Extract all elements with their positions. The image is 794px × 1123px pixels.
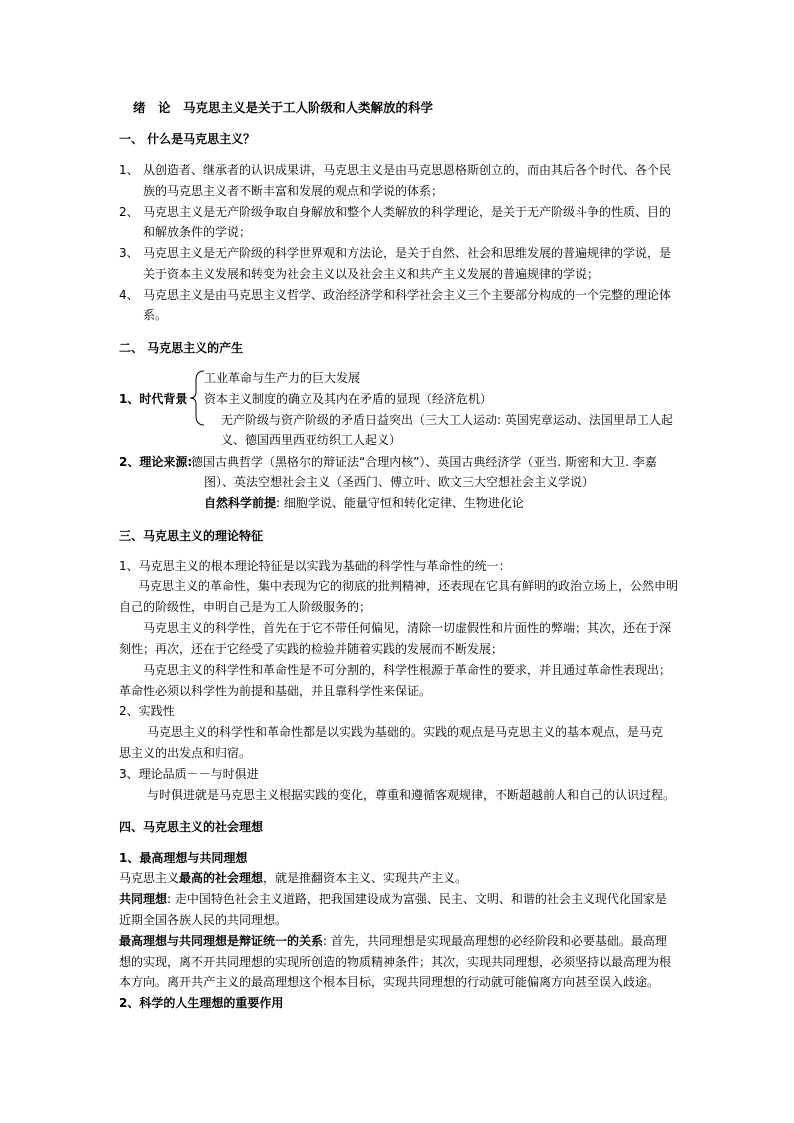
paragraph-line: 革命性必须以科学性为前提和基础，并且靠科学性来保证。 bbox=[119, 684, 432, 698]
subheading: 1、最高理想与共同理想 bbox=[119, 851, 248, 865]
emphasis-text: 共同理想 bbox=[119, 892, 168, 906]
text-run: 马克思主义 bbox=[119, 871, 180, 885]
list-item-number: 1、 bbox=[119, 163, 139, 177]
paragraph-line: 马克思主义的科学性，首先在于它不带任何偏见，清除一切虚假性和片面性的弊端；其次，还在于深 bbox=[143, 621, 672, 635]
background-item: 无产阶级与资产阶级的矛盾日益突出（三大工人运动: 英国宪章运动、法国里昂工人起 bbox=[221, 413, 673, 427]
text-run: ，就是推翻资本主义、实现共产主义。 bbox=[263, 871, 468, 885]
paragraph-line: 自己的阶级性，申明自己是为工人阶级服务的； bbox=[119, 600, 372, 614]
list-item-continuation: 和解放条件的学说； bbox=[143, 225, 252, 239]
theory-source-continuation: 图）、英法空想社会主义（圣西门、傅立叶、欧文三大空想社会主义学说） bbox=[204, 475, 595, 489]
background-item: 工业革命与生产力的巨大发展 bbox=[204, 371, 361, 385]
section-4-heading: 四、马克思主义的社会理想 bbox=[119, 820, 264, 834]
paragraph-line: 马克思主义的科学性和革命性都是以实践为基础的。实践的观点是马克思主义的基本观点，是马克 bbox=[147, 725, 664, 739]
list-item: 马克思主义是无产阶级的科学世界观和方法论，是关于自然、社会和思维发展的普遍规律的学说，是 bbox=[143, 246, 672, 260]
paragraph-line bbox=[119, 870, 467, 887]
list-item-continuation: 族的马克思主义者不断丰富和发展的观点和学说的体系； bbox=[143, 184, 444, 198]
emphasis-text: 最高的社会理想 bbox=[179, 871, 264, 885]
natural-science-line bbox=[204, 495, 524, 512]
section-3-heading: 三、马克思主义的理论特征 bbox=[119, 529, 264, 543]
natural-science-label: 自然科学前提 bbox=[204, 496, 277, 510]
list-item-number: 4、 bbox=[119, 288, 139, 302]
text-run: : 首先，共同理想是实现最高理想的必经阶段和必要基础。最高理 bbox=[323, 934, 667, 948]
paragraph-line bbox=[119, 891, 667, 908]
list-item: 从创造者、继承者的认识成果讲，马克思主义是由马克思恩格斯创立的，而由其后各个时代、各个民 bbox=[143, 163, 672, 177]
emphasis-text: 最高理想与共同理想是辩证统一的关系 bbox=[119, 934, 324, 948]
background-label: 1、时代背景 bbox=[119, 392, 188, 406]
background-item: 资本主义制度的确立及其内在矛盾的显现（经济危机） bbox=[204, 392, 493, 406]
background-item-continuation: 义、德国西里西亚纺织工人起义） bbox=[221, 433, 402, 447]
list-item-continuation: 系。 bbox=[143, 308, 168, 322]
paragraph-line: 2、实践性 bbox=[119, 704, 175, 718]
text-run: : 走中国特色社会主义道路，把我国建设成为富强、民主、文明、和谐的社会主义现代化国家是 bbox=[167, 892, 667, 906]
paragraph-line: 与时俱进就是马克思主义根据实践的变化，尊重和遵循客观规律，不断超越前人和自己的认识过程。 bbox=[147, 788, 676, 802]
natural-science-text: : 细胞学说、能量守恒和转化定律、生物进化论 bbox=[276, 496, 524, 510]
list-item: 马克思主义是无产阶级争取自身解放和整个人类解放的科学理论，是关于无产阶级斗争的性质、目的 bbox=[143, 205, 672, 219]
section-2-heading: 二、 马克思主义的产生 bbox=[119, 341, 244, 355]
list-item: 马克思主义是由马克思主义哲学、政治经济学和科学社会主义三个主要部分构成的一个完整的理论体 bbox=[143, 288, 672, 302]
paragraph-line: 思主义的出发点和归宿。 bbox=[119, 746, 252, 760]
paragraph-line: 近期全国各族人民的共同理想。 bbox=[119, 913, 288, 927]
paragraph-line: 想的实现，离不开共同理想的实现所创造的物质精神条件；其次，实现共同理想，必须坚持以最高理为根 bbox=[119, 955, 672, 969]
list-item-number: 3、 bbox=[119, 246, 139, 260]
paragraph-line: 马克思主义的革命性，集中表现为它的彻底的批判精神，还表现在它具有鲜明的政治立场上，公然申明 bbox=[138, 579, 679, 593]
list-item-continuation: 关于资本主义发展和转变为社会主义以及社会主义和共产主义发展的普遍规律的学说； bbox=[143, 267, 600, 281]
paragraph-line bbox=[119, 933, 667, 950]
theory-source-label: 2、理论来源: bbox=[119, 455, 193, 469]
page-title: 绪 论 马克思主义是关于工人阶级和人类解放的科学 bbox=[133, 100, 434, 115]
list-item-number: 2、 bbox=[119, 205, 139, 219]
section-1-heading: 一、 什么是马克思主义？ bbox=[119, 132, 256, 146]
paragraph-line: 刻性；再次，还在于它经受了实践的检验并随着实践的发展而不断发展； bbox=[119, 642, 504, 656]
paragraph-line: 马克思主义的科学性和革命性是不可分割的，科学性根源于革命性的要求，并且通过革命性表现出； bbox=[143, 663, 672, 677]
paragraph-line: 3、理论品质－－与时俱进 bbox=[119, 767, 259, 781]
theory-source-text: 德国古典哲学（黑格尔的辩证法“合理内核”）、英国古典经济学（亚当. 斯密和大卫. 李嘉 bbox=[191, 455, 657, 469]
paragraph-line: 本方向。离开共产主义的最高理想这个根本目标，实现共同理想的行动就可能偏离方向甚至误入歧途。 bbox=[119, 975, 660, 989]
paragraph-line: 1、马克思主义的根本理论特征是以实践为基础的科学性与革命性的统一： bbox=[119, 559, 511, 573]
subheading: 2、科学的人生理想的重要作用 bbox=[119, 996, 284, 1010]
